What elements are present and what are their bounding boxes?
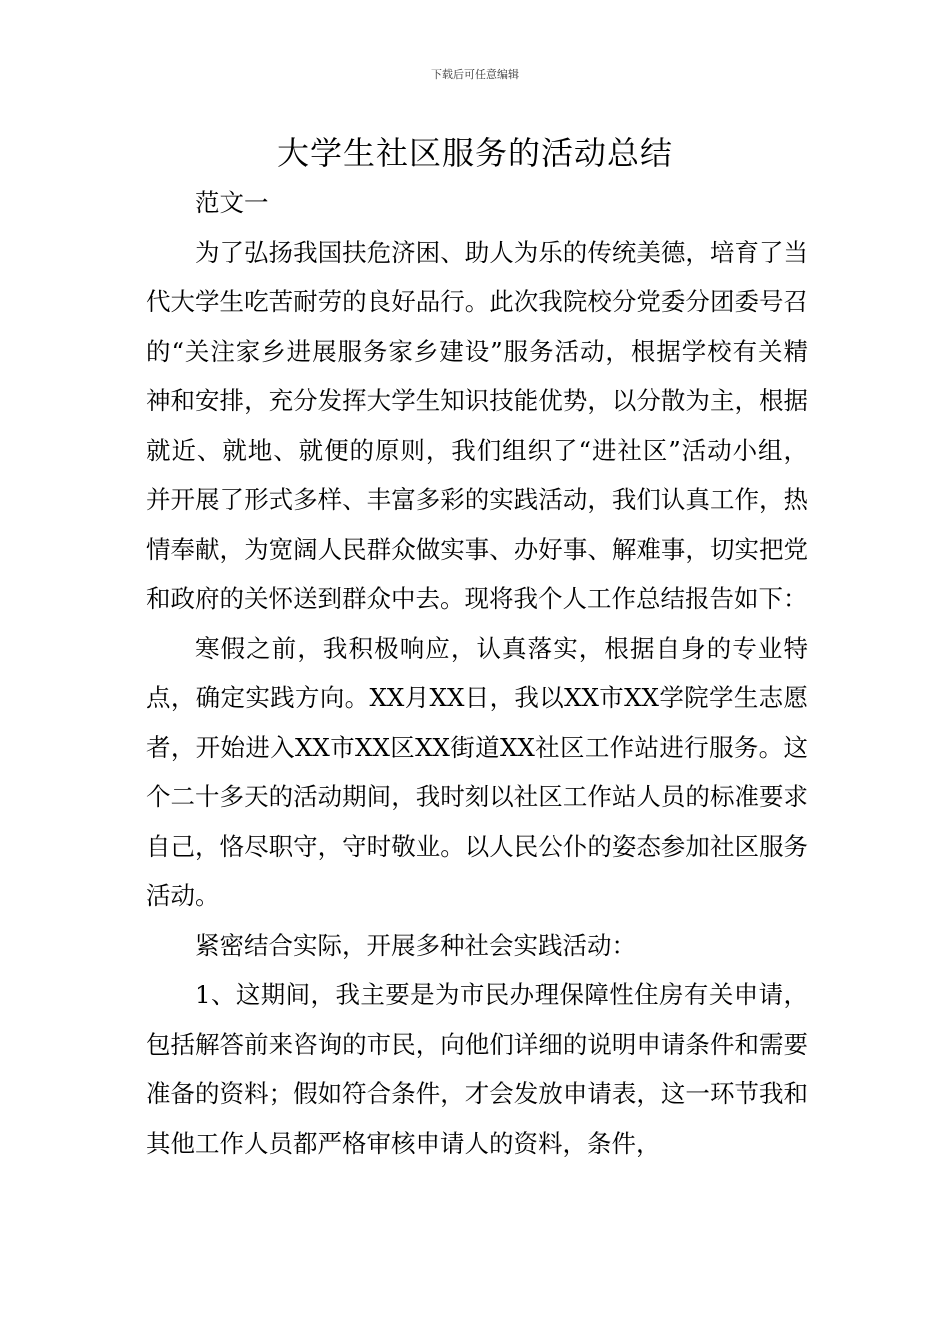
- paragraph: 1、这期间，我主要是为市民办理保障性住房有关申请，包括解答前来咨询的市民，向他们详细的说明申请条件和需要准备的资料；假如符合条件，才会发放申请表，这一环节我和其他工作人员都严格审核申请人的资料，条件，: [146, 980, 808, 1158]
- section-label: 范文一: [195, 188, 269, 217]
- paragraph: 为了弘扬我国扶危济困、助人为乐的传统美德，培育了当代大学生吃苦耐劳的良好品行。此次我院校分党委分团委号召的“关注家乡进展服务家乡建设”服务活动，根据学校有关精神和安排，充分发挥大学生知识技能优势，以分散为主，根据就近、就地、就便的原则，我们组织了“进社区”活动小组，并开展了形式多样、丰富多彩的实践活动，我们认真工作，热情奉献，为宽阔人民群众做实事、办好事、解难事，切实把党和政府的关怀送到群众中去。现将我个人工作总结报告如下：: [146, 237, 808, 613]
- document-body: [146, 178, 808, 1168]
- paragraph: 寒假之前，我积极响应，认真落实，根据自身的专业特点，确定实践方向。XX月XX日，我以XX市XX学院学生志愿者，开始进入XX市XX区XX街道XX社区工作站进行服务。这个二十多天的活动期间，我时刻以社区工作站人员的标准要求自己，恪尽职守，守时敬业。以人民公仆的姿态参加社区服务活动。: [146, 633, 808, 910]
- paragraph: 紧密结合实际，开展多种社会实践活动：: [195, 930, 636, 960]
- document-title: 大学生社区服务的活动总结: [276, 134, 673, 172]
- header-note: 下载后可任意编辑: [431, 68, 519, 81]
